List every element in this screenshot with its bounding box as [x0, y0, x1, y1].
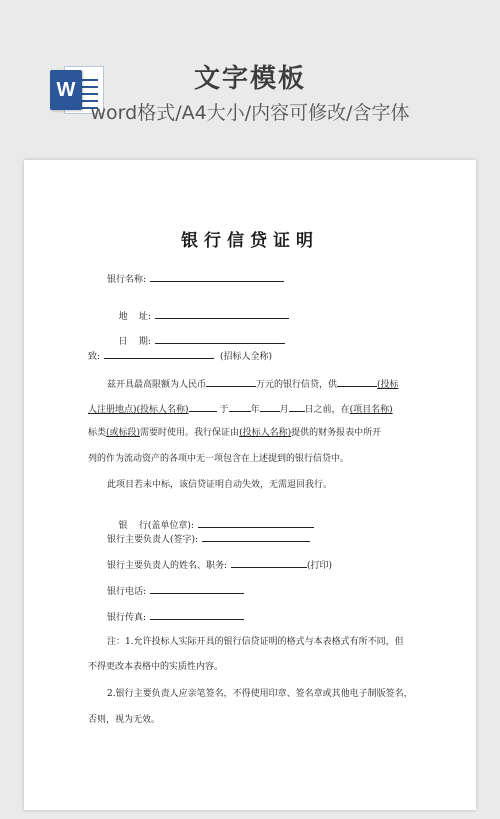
bank-name-row: 银行名称: [107, 271, 284, 286]
document-title: 银行信贷证明 [181, 231, 319, 251]
bank-seal-blank[interactable] [198, 517, 314, 528]
principal-sign-row: 银行主要负责人(签字): [107, 531, 310, 546]
address-blank[interactable] [155, 308, 289, 319]
note-line: 注：1.允许投标人实际开具的银行信贷证明的格式与本表格式有所不同，但 [107, 637, 404, 647]
bank-fax-blank[interactable] [150, 609, 244, 620]
banner-subtitle: word格式/A4大小/内容可修改/含字体 [90, 102, 410, 124]
date-blank[interactable] [155, 333, 285, 344]
note-line: 否则，视为无效。 [88, 715, 161, 725]
paragraph-line: 兹开具最高限额为人民币 万元的银行信贷，供 (投标 [107, 376, 399, 391]
addressee-row: 致: (招标人全称) [88, 348, 272, 363]
bank-seal-row: 银 行(盖单位章): [107, 505, 314, 544]
bank-fax-row: 银行传真: [107, 609, 244, 624]
principal-sign-blank[interactable] [202, 531, 310, 542]
principal-name-blank[interactable] [231, 557, 307, 568]
banner-title: 文字模板 [193, 64, 306, 94]
header-banner [0, 0, 500, 160]
paragraph-line: 标类(或标段)需要时使用。我行保证由(投标人名称)提供的财务报表中所开 [88, 428, 382, 438]
note-line: 2.银行主要负责人应亲笔签名，不得使用印章、签名章或其他电子制版签名， [107, 689, 413, 699]
bank-phone-blank[interactable] [150, 583, 244, 594]
word-icon: W [48, 60, 106, 120]
principal-name-row: 银行主要负责人的姓名、职务: (打印) [107, 557, 332, 572]
bank-phone-row: 银行电话: [107, 583, 244, 598]
paragraph-line: 人注册地点)(投标人名称) 于 年 月 日之前，在(项目名称) [88, 401, 393, 416]
paragraph-line: 此项目若未中标，该信贷证明自动失效，无需退回我行。 [107, 480, 333, 490]
note-line: 不得更改本表格中的实质性内容。 [88, 662, 224, 672]
document-page [24, 160, 476, 810]
addressee-blank[interactable] [104, 348, 214, 359]
bank-name-blank[interactable] [150, 271, 284, 282]
address-row: 地 址: [107, 296, 289, 335]
date-row: 日 期: [107, 321, 285, 360]
paragraph-line: 列的作为流动资产的各项中无一项包含在上述提到的银行信贷中。 [88, 454, 350, 464]
